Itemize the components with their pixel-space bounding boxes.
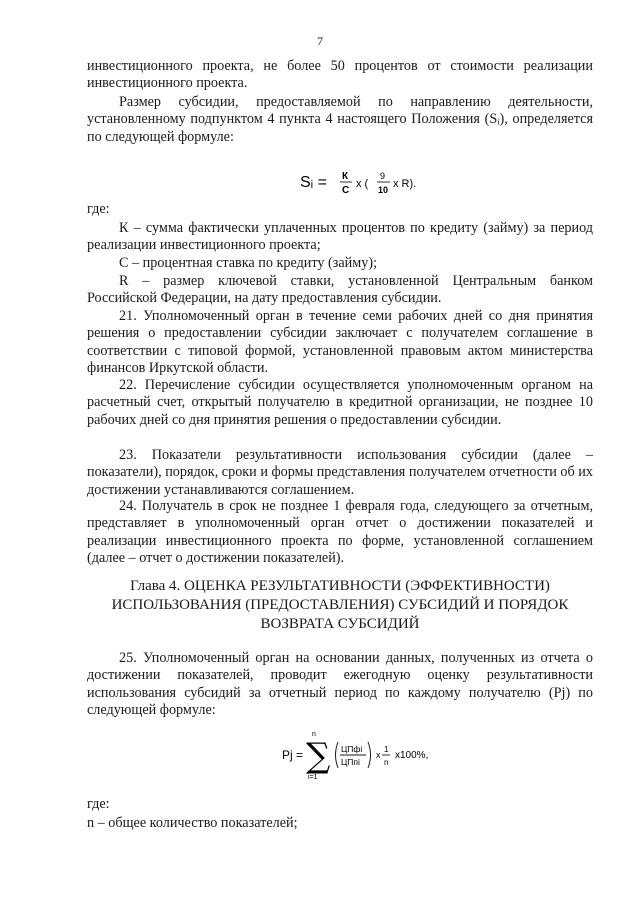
formula-si-ten: 10: [378, 185, 389, 195]
definition-c: С – процентная ставка по кредиту (займу);: [119, 255, 378, 271]
formula-pj-x1: x: [376, 750, 381, 760]
paragraph-24: 24. Получатель в срок не позднее 1 февраля года, следующего за отчетным, представляет в уполномоченный орган отчет о достижении показателей и реализации инвестиционного проекта по форме, установленной соглашением (далее – отчет о достижении показателей).: [87, 498, 593, 566]
heading-line-2: ИСПОЛЬЗОВАНИЯ (ПРЕДОСТАВЛЕНИЯ) СУБСИДИЙ И ПОРЯДОК: [111, 597, 569, 613]
paragraph-23: 23. Показатели результативности использования субсидии (далее – показатели), порядок, сроки и формы представления получателем отчетности об их достижении устанавливаются соглашением.: [87, 447, 593, 498]
formula-pj-lower: i=1: [308, 774, 318, 781]
paragraph-subsidy-size: Размер субсидии, предоставляемой по направлению деятельности, установленному подпунктом 4 пункта 4 настоящего Положения (Sᵢ), определяется по следующей формуле:: [87, 94, 593, 145]
formula-si-x2: x R).: [393, 178, 417, 190]
formula-pj: [280, 728, 460, 782]
definition-n: n – общее количество показателей;: [87, 815, 298, 831]
formula-pj-upper: n: [312, 731, 316, 738]
paragraph-21: 21. Уполномоченный орган в течение семи рабочих дней со дня принятия решения о предоставлении субсидии заключает с получателем соглашение в соответствии с типовой формой, установленной правовым актом министерства финансов Иркутской области.: [87, 308, 593, 376]
formula-pj-num: ЦПфi: [341, 744, 363, 754]
where-label-2: где:: [87, 796, 110, 812]
left-paren: [336, 742, 339, 768]
definition-k: К – сумма фактически уплаченных процентов по кредиту (займу) за период реализации инвестиционного проекта;: [87, 220, 593, 254]
formula-si: [300, 165, 440, 199]
right-paren: [368, 742, 371, 768]
formula-pj-one: 1: [384, 745, 389, 754]
formula-pj-den: ЦПпi: [341, 757, 360, 767]
heading-line-3: ВОЗВРАТА СУБСИДИЙ: [260, 616, 420, 632]
definition-r: R – размер ключевой ставки, установленной Центральным банком Российской Федерации, на дату предоставления субсидии.: [87, 273, 593, 307]
formula-pj-lhs: Pj =: [282, 748, 304, 762]
chapter-heading: [87, 577, 593, 634]
formula-si-k: К: [342, 171, 349, 182]
paragraph-continuation: инвестиционного проекта, не более 50 процентов от стоимости реализации инвестиционного проекта.: [87, 58, 593, 92]
sigma-symbol: ∑: [306, 736, 331, 776]
formula-pj-tail: x100%,: [395, 750, 429, 761]
page-number: 7: [317, 34, 323, 48]
formula-si-x1: x (: [356, 178, 369, 190]
paragraph-22: 22. Перечисление субсидии осуществляется уполномоченным органом на расчетный счет, открытый получателю в кредитной организации, не позднее 10 рабочих дней со дня принятия решения о предоставлении субсидии.: [87, 377, 593, 428]
heading-line-1: Глава 4. ОЦЕНКА РЕЗУЛЬТАТИВНОСТИ (ЭФФЕКТИВНОСТИ): [130, 578, 550, 594]
formula-si-lhs: Sᵢ =: [300, 174, 327, 191]
paragraph-25: 25. Уполномоченный орган на основании данных, полученных из отчета о достижении показателей, проводит ежегодную оценку результативности использования субсидий за отчетный период по каждому получателю (Pj) по следующей формуле:: [87, 650, 593, 718]
where-label-1: где:: [87, 201, 110, 217]
formula-si-nine: 9: [380, 171, 386, 181]
formula-si-c: С: [342, 185, 350, 196]
formula-pj-n: n: [384, 758, 389, 767]
